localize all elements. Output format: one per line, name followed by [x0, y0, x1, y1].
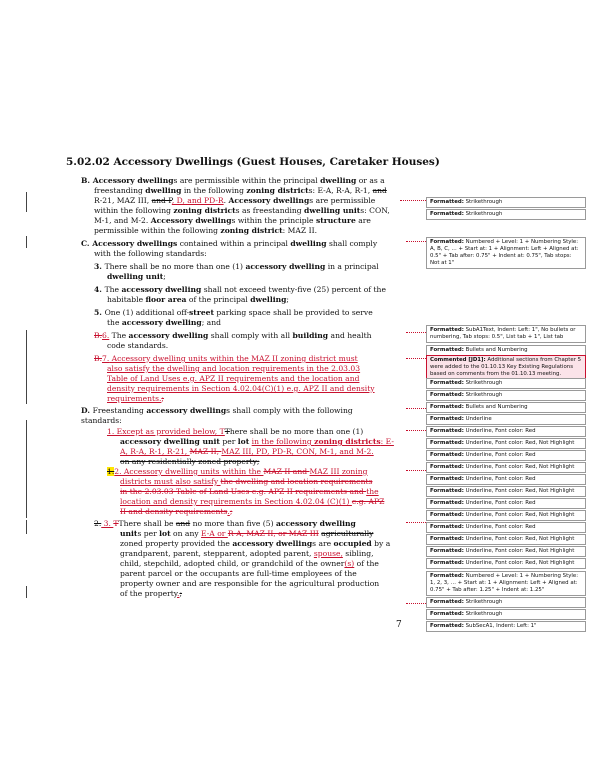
- text-run: 1. Except as provided below, T: [107, 427, 225, 436]
- text-run: in the 2.03.03 Table of Land Uses e.g. APZ II requirements and: [120, 487, 367, 496]
- text-run: and health: [328, 331, 372, 340]
- text-run: freestanding: [94, 186, 146, 195]
- text-run: in the following: [251, 437, 315, 446]
- text-run: accessory dwelling: [245, 262, 326, 271]
- text-line: [107, 427, 363, 437]
- formatting-balloon[interactable]: [426, 597, 586, 608]
- text-run: in a principal: [325, 262, 379, 271]
- formatting-balloon[interactable]: [426, 546, 586, 557]
- balloon-label: Formatted:: [430, 452, 464, 458]
- formatting-balloon[interactable]: [426, 462, 586, 473]
- text-run: accessory dwelling unit: [120, 437, 220, 446]
- text-line: [107, 384, 375, 394]
- formatting-balloon[interactable]: [426, 558, 586, 569]
- balloon-label: Formatted:: [430, 380, 464, 386]
- formatting-balloon[interactable]: [426, 426, 586, 437]
- formatting-balloon[interactable]: [426, 609, 586, 620]
- formatting-balloon[interactable]: [426, 209, 586, 220]
- formatting-balloon[interactable]: [426, 378, 586, 389]
- section-heading: 5.02.02 Accessory Dwellings (Guest Houses, Caretaker Houses): [66, 156, 440, 168]
- text-line: [107, 341, 168, 351]
- text-run: Accessory dwelling units within the MAZ II zoning district must: [109, 354, 358, 363]
- text-run: (s): [344, 559, 355, 568]
- text-line: [120, 559, 379, 569]
- text-line: [120, 579, 379, 589]
- text-run: : E-: [380, 437, 394, 446]
- text-run: by a: [371, 539, 391, 548]
- text-line: [120, 447, 374, 457]
- balloon-label: Formatted:: [430, 500, 464, 506]
- text-run: B.: [81, 176, 93, 185]
- text-run: street: [189, 308, 214, 317]
- text-run: dwelling: [250, 295, 287, 304]
- balloon-text: Strikethrough: [465, 392, 503, 398]
- text-run: zoned property provided the: [120, 539, 233, 548]
- text-run: ;: [163, 272, 166, 281]
- text-run: : MAZ II.: [282, 226, 318, 235]
- formatting-balloon[interactable]: [426, 325, 586, 343]
- text-line: [120, 549, 374, 559]
- balloon-text: Underline, Font color: Red: [465, 428, 536, 434]
- text-run: ;: [256, 457, 260, 466]
- text-run: s are: [312, 539, 334, 548]
- text-run: D.: [81, 406, 93, 415]
- text-run: The: [109, 331, 129, 340]
- text-run: zoning district: [173, 206, 236, 215]
- change-bar: [26, 420, 27, 518]
- balloon-label: Formatted:: [430, 536, 464, 542]
- text-run: dwelling: [290, 239, 327, 248]
- balloon-connector: [406, 241, 426, 242]
- text-run: s as freestanding: [235, 206, 305, 215]
- balloon-label: Formatted:: [430, 327, 464, 333]
- text-run: the: [107, 318, 122, 327]
- text-line: [81, 176, 385, 186]
- formatting-balloon[interactable]: [426, 474, 586, 485]
- text-run: Accessory dwelling units within the: [121, 467, 264, 476]
- text-run: and: [175, 519, 191, 528]
- page-number: 7: [396, 620, 402, 630]
- text-run: agriculturally: [321, 529, 374, 538]
- balloon-text: Underline, Font color: Red, Not Highlight: [465, 560, 575, 566]
- balloon-text: Strikethrough: [465, 211, 503, 217]
- text-run: 7.: [102, 354, 110, 363]
- text-run: s: E-A, R-A, R-1,: [308, 186, 373, 195]
- text-line: [120, 529, 373, 539]
- text-run: within the following: [94, 206, 174, 215]
- formatting-balloon[interactable]: [426, 498, 586, 509]
- formatting-balloon[interactable]: [426, 197, 586, 208]
- balloon-text: Underline, Font color: Red: [465, 524, 536, 530]
- balloon-text: Bullets and Numbering: [465, 404, 528, 410]
- text-run: shall not exceed twenty-five (25) percent of the: [201, 285, 386, 294]
- text-line: [120, 589, 182, 599]
- text-run: dwelling unit: [107, 272, 164, 281]
- balloon-label: Formatted:: [430, 199, 464, 205]
- text-run: shall comply: [326, 239, 378, 248]
- text-run: MAZ II and: [263, 467, 310, 476]
- balloon-label: Formatted:: [430, 392, 464, 398]
- text-line: [120, 507, 232, 517]
- balloon-label: Formatted:: [430, 524, 464, 530]
- text-run: M-1, and M-2.: [94, 216, 151, 225]
- text-run: and P: [151, 196, 172, 205]
- text-run: s are permissible within the principal: [173, 176, 321, 185]
- text-run: accessory dwelling: [121, 285, 202, 294]
- balloon-label: Formatted:: [430, 476, 464, 482]
- formatting-balloon[interactable]: [426, 571, 586, 596]
- balloon-text: Strikethrough: [465, 599, 503, 605]
- balloon-label: Formatted:: [430, 239, 464, 245]
- balloon-text: Strikethrough: [465, 611, 503, 617]
- text-run: dwelling unit: [304, 206, 361, 215]
- text-run: contained within a principal: [177, 239, 291, 248]
- balloon-label: Formatted:: [430, 416, 464, 422]
- text-run: on any: [170, 529, 202, 538]
- formatting-balloon[interactable]: [426, 450, 586, 461]
- balloon-text: Underline, Font color: Red, Not Highlight: [465, 488, 575, 494]
- text-run: accessory dwelling: [121, 318, 202, 327]
- text-run: building: [292, 331, 329, 340]
- text-run: code standards.: [107, 341, 169, 350]
- text-run: also satisfy the dwelling and location requirements in the 2.03.03: [107, 364, 361, 373]
- text-run: Accessory dwelling: [150, 216, 232, 225]
- text-run: 2.: [94, 519, 102, 528]
- balloon-text: Strikethrough: [465, 380, 503, 386]
- text-line: [107, 467, 368, 477]
- text-line: [94, 331, 372, 341]
- text-line: [120, 477, 372, 487]
- comment-balloon[interactable]: [426, 355, 586, 380]
- balloon-text: Bullets and Numbering: [465, 347, 528, 353]
- text-run: There shall be: [118, 519, 176, 528]
- balloon-text: SubA1Text, Indent: Left: 1", No bullets or numbering, Tab stops: 0.5", List tab + 1", List tab: [430, 327, 576, 340]
- balloon-label: Formatted:: [430, 599, 464, 605]
- text-run: Accessory dwelling: [92, 176, 174, 185]
- text-line: [120, 487, 379, 497]
- text-run: per: [219, 437, 238, 446]
- text-line: [107, 295, 289, 305]
- text-run: lot: [159, 529, 171, 538]
- text-run: floor area: [145, 295, 187, 304]
- text-line: [94, 249, 207, 259]
- balloon-text: Underline, Font color: Red, Not Highlight: [465, 548, 575, 554]
- text-run: , D, and PD-R: [171, 196, 224, 205]
- formatting-balloon[interactable]: [426, 438, 586, 449]
- balloon-connector: [400, 200, 426, 201]
- formatting-balloon[interactable]: [426, 402, 586, 413]
- formatting-balloon[interactable]: [426, 510, 586, 521]
- formatting-balloon[interactable]: [426, 237, 586, 269]
- change-bar: [26, 520, 27, 534]
- balloon-text: Underline, Font color: Red: [465, 500, 536, 506]
- text-run: s: CON,: [360, 206, 390, 215]
- text-run: .: [227, 507, 230, 516]
- text-line: [94, 226, 317, 236]
- change-bar: [26, 236, 27, 248]
- text-run: grandparent, parent, stepparent, adopted parent,: [120, 549, 314, 558]
- text-run: 6.: [102, 331, 110, 340]
- text-run: B.: [94, 354, 102, 363]
- text-line: [120, 539, 390, 549]
- text-line: [94, 216, 371, 226]
- text-run: .: [177, 589, 180, 598]
- text-run: 4.: [94, 285, 105, 294]
- balloon-text: Numbered + Level: 1 + Numbering Style: 1, 2, 3, … + Start at: 1 + Alignment: Left + Aligned at: 0.75" + Tab after: 1.25" + Indent at: 1.25": [430, 573, 579, 593]
- text-line: [120, 437, 394, 447]
- balloon-connector: [406, 603, 426, 604]
- text-run: One (1) additional off-: [104, 308, 190, 317]
- text-line: [94, 262, 379, 272]
- text-run: ; and: [201, 318, 221, 327]
- balloon-connector: [406, 470, 426, 471]
- text-run: accessory dwelling: [232, 539, 313, 548]
- text-run: or as a: [356, 176, 385, 185]
- text-run: accessory dwelling: [275, 519, 356, 528]
- text-run: s shall comply with the following: [226, 406, 353, 415]
- formatting-balloon[interactable]: [426, 414, 586, 425]
- text-line: [94, 285, 386, 295]
- text-run: location and density requirements in Section 4.02.04 (C)(1): [120, 497, 352, 506]
- text-line: [94, 354, 358, 364]
- text-line: [107, 272, 166, 282]
- text-run: habitable: [107, 295, 146, 304]
- text-run: on any residentially zoned property: [120, 457, 257, 466]
- balloon-connector: [406, 332, 426, 333]
- text-run: s within the principle: [231, 216, 316, 225]
- balloon-text: Underline, Font color: Red, Not Highlight: [465, 512, 575, 518]
- text-line: [107, 318, 221, 328]
- balloon-label: Formatted:: [430, 623, 464, 629]
- text-run: in the following: [181, 186, 247, 195]
- text-run: and: [372, 186, 387, 195]
- balloon-connector: [406, 430, 426, 431]
- text-run: requirements.: [107, 394, 162, 403]
- text-run: child, stepchild, adopted child, or grandchild of the owner: [120, 559, 345, 568]
- text-run: ;: [286, 295, 289, 304]
- formatting-balloon[interactable]: [426, 486, 586, 497]
- formatting-balloon[interactable]: [426, 621, 586, 632]
- text-run: are: [355, 216, 371, 225]
- formatting-balloon[interactable]: [426, 534, 586, 545]
- text-run: ;: [229, 507, 233, 516]
- balloon-text: SubSecA1, Indent: Left: 1": [465, 623, 537, 629]
- balloon-label: Formatted:: [430, 611, 464, 617]
- text-run: Accessory dwellings: [92, 239, 178, 248]
- text-line: [120, 497, 384, 507]
- text-run: 1.: [107, 467, 115, 476]
- formatting-balloon[interactable]: [426, 522, 586, 533]
- text-run: occupied: [333, 539, 372, 548]
- text-run: R-A, MAZ II, or MAZ III: [227, 529, 319, 538]
- text-line: [94, 196, 375, 206]
- text-run: e.g. APZ: [351, 497, 385, 506]
- text-run: structure: [315, 216, 356, 225]
- formatting-balloon[interactable]: [426, 390, 586, 401]
- text-run: here shall be no more than one (1): [229, 427, 364, 436]
- text-run: MAZ III, PD, PD-R, CON, M-1, and M-2.: [221, 447, 374, 456]
- balloon-label: Formatted:: [430, 512, 464, 518]
- text-run: 5.: [94, 308, 105, 317]
- balloon-text: Underline, Font color: Red: [465, 452, 536, 458]
- text-run: unit: [120, 529, 138, 538]
- change-bar: [26, 586, 27, 598]
- text-line: [94, 519, 356, 529]
- text-run: .: [223, 196, 229, 205]
- balloon-connector: [406, 408, 426, 409]
- text-run: zoning districts: [314, 437, 381, 446]
- text-run: R-21, MAZ III,: [94, 196, 152, 205]
- text-run: with the following standards:: [94, 249, 207, 258]
- text-run: s per: [137, 529, 160, 538]
- balloon-label: Formatted:: [430, 440, 464, 446]
- text-line: [94, 308, 373, 318]
- text-run: no more than five (5): [190, 519, 276, 528]
- change-bar: [26, 192, 27, 212]
- text-run: accessory dwelling: [128, 331, 209, 340]
- balloon-text: Underline, Font color: Red, Not Highlight: [465, 536, 575, 542]
- text-run: T: [113, 519, 119, 528]
- text-run: sibling,: [342, 549, 374, 558]
- text-line: [81, 239, 377, 249]
- text-run: C.: [81, 239, 93, 248]
- balloon-text: Strikethrough: [465, 199, 503, 205]
- text-run: The: [104, 285, 122, 294]
- balloon-label: Formatted:: [430, 464, 464, 470]
- text-run: E-A or: [201, 529, 228, 538]
- text-run: T: [224, 427, 230, 436]
- text-run: dwelling: [320, 176, 357, 185]
- text-run: Table of Land Uses e.g. APZ II requirements and the location and: [107, 374, 360, 383]
- text-line: [81, 406, 353, 416]
- text-run: spouse,: [313, 549, 343, 558]
- balloon-label: Formatted:: [430, 548, 464, 554]
- text-run: parent parcel or the occupants are full-time employees of the: [120, 569, 357, 578]
- text-run: the dwelling and location requirements: [220, 477, 373, 486]
- text-run: the: [366, 487, 379, 496]
- text-line: [120, 569, 357, 579]
- text-run: B.: [94, 331, 102, 340]
- text-run: s are permissible: [309, 196, 376, 205]
- text-line: [107, 364, 360, 374]
- text-run: Freestanding: [92, 406, 147, 415]
- text-line: [81, 416, 122, 426]
- balloon-text: Underline, Font color: Red, Not Highlight: [465, 440, 575, 446]
- balloon-label: Formatted:: [430, 573, 464, 579]
- text-run: parking space shall be provided to serve: [214, 308, 373, 317]
- balloon-connector: [406, 358, 426, 359]
- text-run: permissible within the following: [94, 226, 221, 235]
- text-run: II and density requirements: [120, 507, 228, 516]
- text-run: There shall be no more than one (1): [104, 262, 246, 271]
- text-run: shall comply with all: [208, 331, 293, 340]
- text-run: of the principal: [186, 295, 251, 304]
- text-line: [94, 186, 387, 196]
- balloon-label: Formatted:: [430, 560, 464, 566]
- text-run: accessory dwelling: [146, 406, 227, 415]
- text-run: 2.: [114, 467, 122, 476]
- balloon-label: Formatted:: [430, 211, 464, 217]
- balloon-label: Commented [JD1]:: [430, 357, 486, 363]
- text-run: standards:: [81, 416, 122, 425]
- balloon-text: Numbered + Level: 1 + Numbering Style: A, B, C, … + Start at: 1 + Alignment: Left + Aligned at: 0.5" + Tab after: 0.75" + Indent at: 0.75", Tab stops: Not at 1": [430, 239, 579, 266]
- text-line: [120, 457, 259, 467]
- text-run: A, R-A, R-1, R-21,: [120, 447, 190, 456]
- text-run: lot: [237, 437, 250, 446]
- balloon-text: Underline, Font color: Red: [465, 476, 536, 482]
- text-run: of the property: [120, 589, 178, 598]
- balloon-text: Additional sections from Chapter 5 were added to the 01.10.13 Key Existing Regulations based on comments from the 01.10.13 meeting.: [430, 357, 582, 377]
- balloon-label: Formatted:: [430, 347, 464, 353]
- text-run: 3.: [94, 262, 105, 271]
- text-line: [107, 394, 164, 404]
- balloon-label: Formatted:: [430, 404, 464, 410]
- text-run: property owner and are responsible for the agricultural production: [120, 579, 380, 588]
- text-run: density requirements in Section 4.02.04(C)(1) e.g. APZ II and density: [107, 384, 375, 393]
- text-run: zoning district: [220, 226, 283, 235]
- text-run: 3.: [101, 519, 114, 528]
- text-line: [94, 206, 390, 216]
- balloon-label: Formatted:: [430, 488, 464, 494]
- balloon-text: Underline: [465, 416, 492, 422]
- balloon-connector: [406, 522, 426, 523]
- balloon-label: Formatted:: [430, 428, 464, 434]
- text-line: [107, 374, 359, 384]
- text-run: districts must also satisfy: [120, 477, 221, 486]
- text-run: MAZ III zoning: [309, 467, 368, 476]
- balloon-text: Underline, Font color: Red, Not Highlight: [465, 464, 575, 470]
- text-run: zoning district: [246, 186, 309, 195]
- text-run: MAZ II,: [189, 447, 222, 456]
- text-run: ;: [179, 589, 183, 598]
- text-run: ;: [161, 394, 164, 403]
- change-bar: [26, 330, 27, 404]
- text-run: dwelling: [145, 186, 182, 195]
- text-run: Accessory dwelling: [228, 196, 310, 205]
- text-run: of the: [354, 559, 379, 568]
